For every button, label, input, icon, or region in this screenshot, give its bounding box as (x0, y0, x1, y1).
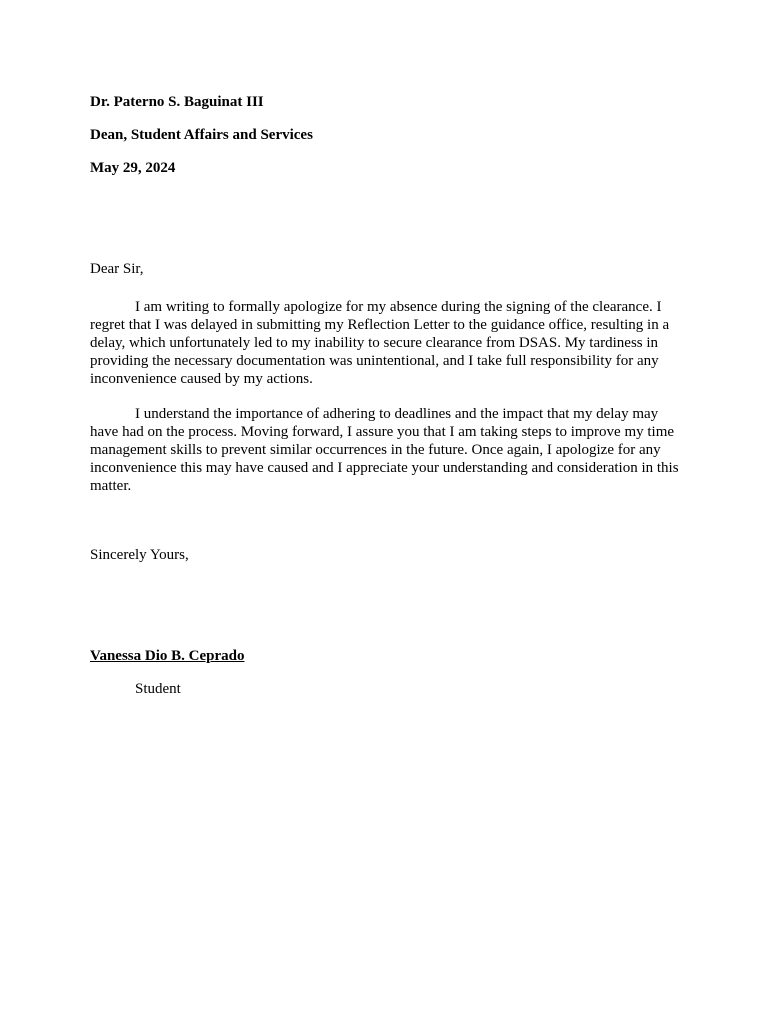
signatory-role: Student (135, 681, 181, 697)
body-paragraph-1: I am writing to formally apologize for my absence during the signing of the clearance. I regret that I was delayed in submitting my Reflection Letter to the guidance office, resulting in a delay, which unfortunately led to my inability to secure clearance from DSAS. My tardiness in providing the necessary documentation was unintentional, and I take full responsibility for any inconvenience caused by my actions. (90, 299, 670, 387)
letter-date: May 29, 2024 (90, 160, 176, 176)
body-paragraph-2: I understand the importance of adhering to deadlines and the impact that my delay may have had on the process. Moving forward, I assure you that I am taking steps to improve my time management skills to prevent similar occurrences in the future. Once again, I apologize for any inconvenience this may have caused and I appreciate your understanding and consideration in this matter. (90, 406, 679, 494)
signatory-name: Vanessa Dio B. Ceprado (90, 648, 245, 664)
recipient-name: Dr. Paterno S. Baguinat III (90, 94, 264, 110)
recipient-title: Dean, Student Affairs and Services (90, 127, 313, 143)
salutation: Dear Sir, (90, 261, 144, 277)
closing: Sincerely Yours, (90, 547, 189, 563)
